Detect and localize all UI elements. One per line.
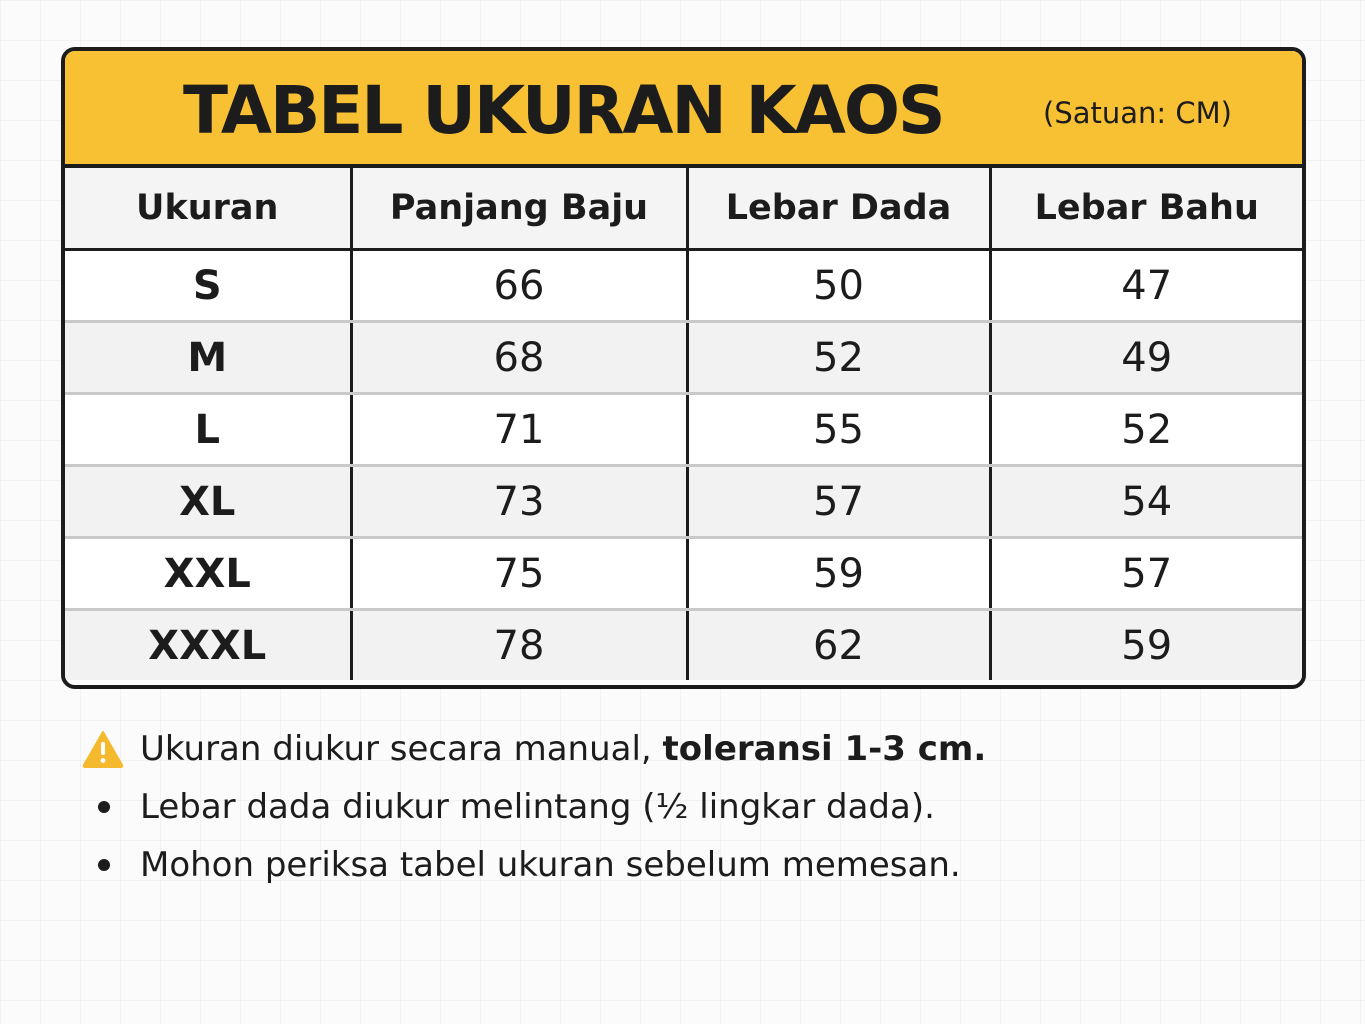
lebar-bahu-cell: 52: [990, 394, 1302, 466]
size-cell: L: [65, 394, 351, 466]
size-cell: M: [65, 322, 351, 394]
panjang-baju-cell: 68: [351, 322, 687, 394]
lebar-bahu-cell: 47: [990, 250, 1302, 322]
size-cell: XL: [65, 466, 351, 538]
table-row: [65, 538, 1302, 610]
panjang-baju-cell: 71: [351, 394, 687, 466]
lebar-dada-cell: 57: [687, 466, 990, 538]
size-chart-card: [61, 47, 1306, 689]
size-cell: S: [65, 250, 351, 322]
size-cell: XXL: [65, 538, 351, 610]
lebar-dada-cell: 55: [687, 394, 990, 466]
notes-list: [82, 720, 1282, 894]
header-lebar-bahu: Lebar Bahu: [990, 168, 1302, 250]
unit-subtitle: (Satuan: CM): [1043, 96, 1232, 130]
note-text: Lebar dada diukur melintang (½ lingkar dada).: [140, 787, 935, 827]
note-text: Ukuran diukur secara manual,: [140, 729, 663, 769]
table-row: [65, 610, 1302, 681]
note-bold-text: toleransi 1-3 cm.: [662, 729, 987, 769]
table-header-row: [65, 168, 1302, 250]
lebar-dada-cell: 52: [687, 322, 990, 394]
table-row: [65, 466, 1302, 538]
header-panjang-baju: Panjang Baju: [351, 168, 687, 250]
lebar-bahu-cell: 59: [990, 610, 1302, 681]
panjang-baju-cell: 75: [351, 538, 687, 610]
table-row: [65, 394, 1302, 466]
chart-title: TABEL UKURAN KAOS: [183, 72, 944, 149]
lebar-dada-cell: 50: [687, 250, 990, 322]
panjang-baju-cell: 78: [351, 610, 687, 681]
table-row: [65, 322, 1302, 394]
size-cell: XXXL: [65, 610, 351, 681]
size-table: [65, 168, 1302, 680]
bullet-icon: [98, 859, 110, 871]
note-chest-measure: [82, 778, 1282, 836]
header-lebar-dada: Lebar Dada: [687, 168, 990, 250]
note-text: Mohon periksa tabel ukuran sebelum memesan.: [140, 845, 961, 885]
lebar-dada-cell: 59: [687, 538, 990, 610]
note-check-chart: [82, 836, 1282, 894]
warning-icon: [82, 730, 124, 768]
lebar-dada-cell: 62: [687, 610, 990, 681]
bullet-icon: [98, 801, 110, 813]
panjang-baju-cell: 73: [351, 466, 687, 538]
panjang-baju-cell: 66: [351, 250, 687, 322]
table-row: [65, 250, 1302, 322]
lebar-bahu-cell: 49: [990, 322, 1302, 394]
title-bar: [65, 51, 1302, 168]
lebar-bahu-cell: 54: [990, 466, 1302, 538]
header-ukuran: Ukuran: [65, 168, 351, 250]
lebar-bahu-cell: 57: [990, 538, 1302, 610]
note-tolerance: [82, 720, 1282, 778]
